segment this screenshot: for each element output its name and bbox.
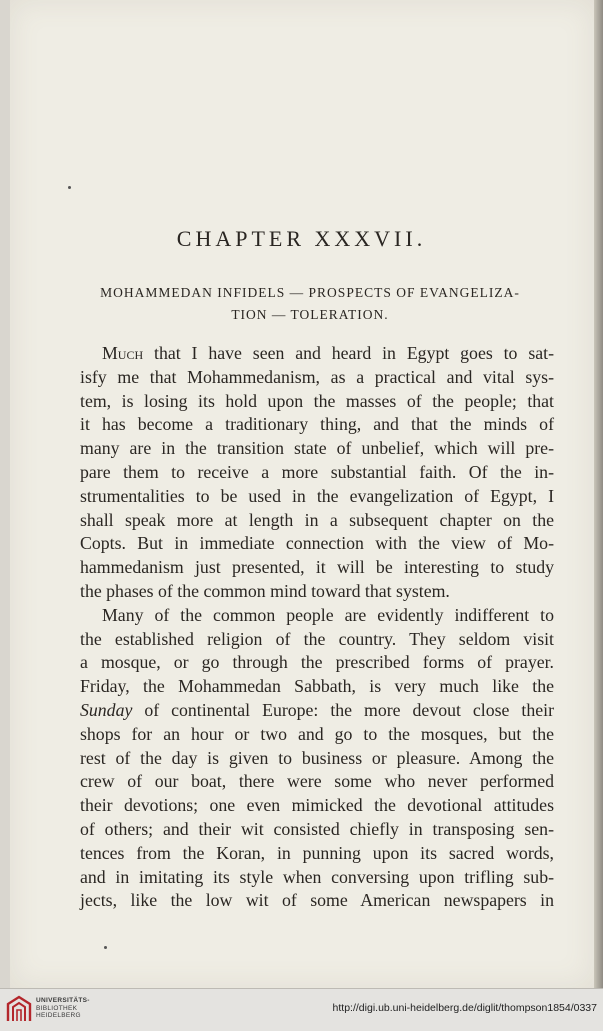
subtitle-line-1: MOHAMMEDAN INFIDELS — PROSPECTS OF EVANGELIZA-	[100, 285, 520, 300]
text-line: a mosque, or go through the prescribed forms of prayer.	[80, 652, 554, 673]
source-url-link[interactable]: http://digi.ub.uni-heidelberg.de/diglit/thompson1854/0337	[332, 1002, 597, 1014]
text-line: Friday, the Mohammedan Sabbath, is very much like the	[80, 676, 554, 697]
body-text	[80, 342, 554, 913]
text-line: Copts. But in immediate connection with the view of Mo-	[80, 533, 554, 554]
page-edge	[594, 0, 603, 988]
chapter-subtitle	[60, 282, 560, 326]
text-line: tem, is losing its hold upon the masses of the people; that	[80, 390, 554, 411]
text-line: the phases of the common mind toward that system.	[80, 580, 450, 601]
library-logo-icon[interactable]	[6, 995, 32, 1023]
text-line: strumentalities to be used in the evangelization of Egypt, I	[80, 485, 554, 506]
text-line: tences from the Koran, in punning upon its sacred words,	[80, 842, 554, 863]
text-line: many are in the transition state of unbelief, which will pre-	[80, 438, 554, 459]
text-line: and in imitating its style when conversing upon trifling sub-	[80, 866, 554, 887]
chapter-title: CHAPTER XXXVII.	[176, 226, 427, 251]
lead-word: Much	[102, 343, 144, 363]
footer-bar	[0, 988, 603, 1031]
text-line: pare them to receive a more substantial faith. Of the in-	[80, 461, 554, 482]
ink-speck	[104, 946, 107, 949]
text-line: shops for an hour or two and go to the mosques, but the	[80, 723, 554, 744]
text-line: Many of the common people are evidently indifferent to	[102, 604, 554, 625]
text-line: shall speak more at length in a subsequent chapter on the	[80, 509, 554, 530]
library-name: UNIVERSITÄTS- BIBLIOTHEK HEIDELBERG	[36, 997, 90, 1019]
text-line: their devotions; one even mimicked the devotional attitudes	[80, 795, 554, 816]
text-line: rest of the day is given to business or pleasure. Among the	[80, 747, 554, 768]
italic-word: Sunday	[80, 699, 133, 720]
text-line: jects, like the low wit of some American newspapers in	[80, 890, 554, 911]
text-line: the established religion of the country. They seldom visit	[80, 628, 554, 649]
subtitle-line-2: TION — TOLERATION.	[231, 307, 389, 322]
ink-speck	[68, 186, 71, 189]
text-line: Sunday of continental Europe: the more devout close their	[80, 699, 554, 720]
text-line: Much that I have seen and heard in Egypt goes to sat-	[102, 343, 554, 363]
text-line: hammedanism just presented, it will be interesting to study	[80, 557, 554, 578]
text-line: isfy me that Mohammedanism, as a practical and vital sys-	[80, 366, 554, 387]
text-line: it has become a traditionary thing, and that the minds of	[80, 414, 554, 435]
text-line: crew of our boat, there were some who never performed	[80, 771, 554, 792]
text-line: of others; and their wit consisted chiefly in transposing sen-	[80, 818, 554, 839]
